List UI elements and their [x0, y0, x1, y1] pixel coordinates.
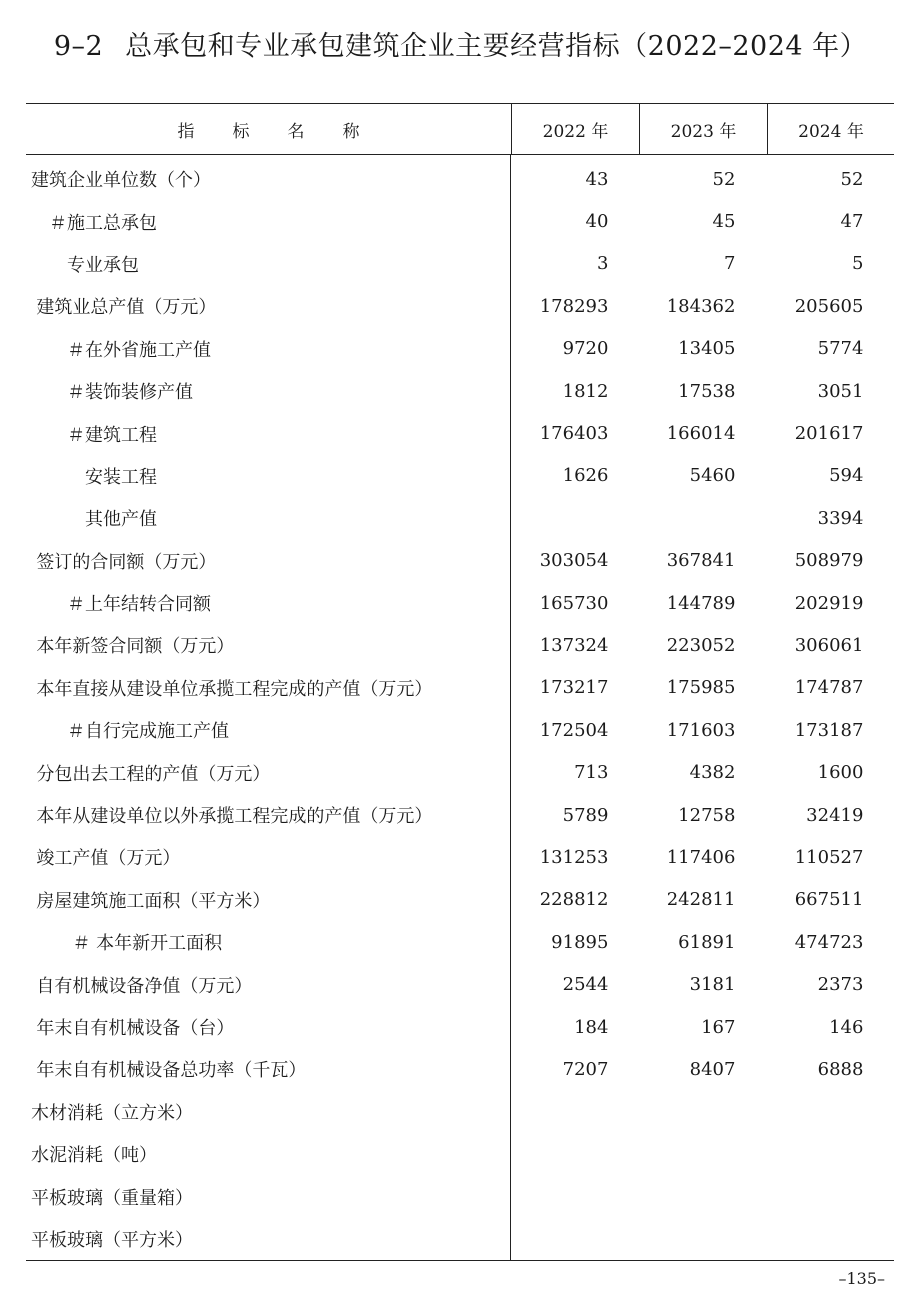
table-row-values: [511, 963, 894, 1005]
table-row-values: [511, 540, 894, 582]
cell-2024: 32419: [806, 804, 864, 826]
header-year-2024: 2024 年: [767, 104, 894, 154]
table-row-name: 其他产值: [85, 509, 157, 531]
cell-2022: 3: [596, 253, 609, 275]
cell-2022: 184: [574, 1016, 609, 1038]
table-row-name: ＃在外省施工产值: [67, 339, 211, 361]
cell-2022: 178293: [539, 295, 609, 317]
table-row-values: [511, 1091, 894, 1133]
indicator-name-column: [26, 155, 510, 1260]
cell-2024: 173187: [794, 719, 864, 741]
table-row-name: 房屋建筑施工面积（平方米）: [36, 890, 271, 912]
table-row-values: [511, 582, 894, 624]
cell-2023: 171603: [666, 719, 736, 741]
cell-2024: 508979: [794, 550, 864, 572]
cell-2023: 5460: [689, 465, 736, 487]
table-row-name: 木材消耗（立方米）: [31, 1102, 193, 1124]
cell-2022: 131253: [539, 846, 609, 868]
cell-2024: 594: [829, 465, 864, 487]
table-row-name: 竣工产值（万元）: [36, 848, 181, 870]
table-row-values: [511, 158, 894, 200]
cell-2024: 5774: [817, 338, 864, 360]
cell-2023: 166014: [666, 423, 736, 445]
cell-2024: 474723: [794, 931, 864, 953]
cell-2022: 40: [585, 211, 609, 233]
table-row-values: [511, 709, 894, 751]
table-row-values: [511, 285, 894, 327]
table-row-name: ＃装饰装修产值: [67, 382, 193, 404]
cell-2024: 174787: [794, 677, 864, 699]
table-row-name: 安装工程: [85, 466, 157, 488]
table-row-name: 自有机械设备净值（万元）: [36, 975, 253, 997]
table-title: 总承包和专业承包建筑企业主要经营指标（2022–2024 年）: [125, 31, 868, 62]
cell-2022: 172504: [539, 719, 609, 741]
cell-2024: 5: [851, 253, 864, 275]
table-header: [26, 104, 894, 155]
table-row-name: 本年从建设单位以外承揽工程完成的产值（万元）: [36, 806, 433, 828]
cell-2023: 7: [723, 253, 736, 275]
cell-2024: 3394: [817, 507, 864, 529]
cell-2023: 17538: [678, 380, 736, 402]
cell-2022: 165730: [539, 592, 609, 614]
cell-2024: 1600: [817, 762, 864, 784]
table-row-values: [511, 200, 894, 242]
cell-2022: 303054: [539, 550, 609, 572]
cell-2023: 144789: [666, 592, 736, 614]
table-row-name: 建筑企业单位数（个）: [31, 170, 211, 192]
cell-2023: 61891: [678, 931, 736, 953]
cell-2024: 667511: [794, 889, 864, 911]
table-row-values: [511, 1175, 894, 1217]
cell-2024: 201617: [794, 423, 864, 445]
values-column: [510, 155, 894, 1260]
cell-2023: 175985: [666, 677, 736, 699]
table-row-values: [511, 751, 894, 793]
table-row-name: 本年直接从建设单位承揽工程完成的产值（万元）: [36, 678, 433, 700]
table-row-name: ＃自行完成施工产值: [67, 721, 229, 743]
cell-2023: 184362: [666, 295, 736, 317]
table-row-name: 分包出去工程的产值（万元）: [36, 763, 271, 785]
cell-2022: 9720: [562, 338, 609, 360]
table-row-name: 年末自有机械设备（台）: [36, 1018, 235, 1039]
cell-2022: 7207: [562, 1058, 609, 1080]
header-indicator-name: 指标名称: [177, 121, 398, 142]
cell-2022: 228812: [539, 889, 609, 911]
cell-2024: 202919: [794, 592, 864, 614]
table-row-name: ＃上年结转合同额: [67, 594, 211, 616]
cell-2024: 146: [829, 1016, 864, 1038]
table-row-values: [511, 1218, 894, 1260]
table-row-name: 建筑业总产值（万元）: [36, 297, 217, 319]
cell-2024: 110527: [794, 846, 864, 868]
cell-2023: 12758: [678, 804, 736, 826]
cell-2022: 2544: [562, 974, 609, 996]
table-row-values: [511, 497, 894, 539]
cell-2024: 47: [840, 211, 864, 233]
cell-2024: 52: [840, 168, 864, 190]
table-row-values: [511, 455, 894, 497]
cell-2024: 2373: [817, 974, 864, 996]
cell-2023: 117406: [666, 846, 736, 868]
table-row-name: ＃建筑工程: [67, 424, 157, 446]
table-row-name: 本年新签合同额（万元）: [36, 636, 235, 658]
cell-2023: 167: [701, 1016, 736, 1038]
table-row-values: [511, 412, 894, 454]
table-row-values: [511, 624, 894, 666]
table-row-values: [511, 243, 894, 285]
table-row-values: [511, 836, 894, 878]
cell-2024: 6888: [817, 1058, 864, 1080]
table-row-values: [511, 921, 894, 963]
cell-2023: 3181: [689, 974, 736, 996]
table-row-name: ＃ 本年新开工面积: [72, 933, 223, 955]
table-row-name: 年末自有机械设备总功率（千瓦）: [36, 1060, 307, 1082]
cell-2023: 8407: [689, 1058, 736, 1080]
cell-2022: 43: [585, 168, 609, 190]
cell-2022: 91895: [551, 931, 609, 953]
table-row-values: [511, 1133, 894, 1175]
table-row-name: 签订的合同额（万元）: [36, 551, 217, 573]
cell-2022: 1812: [562, 380, 609, 402]
table-row-name: 平板玻璃（平方米）: [31, 1229, 193, 1251]
table-row-values: [511, 879, 894, 921]
header-year-2022: 2022 年: [511, 104, 639, 154]
cell-2023: 242811: [666, 889, 736, 911]
cell-2024: 3051: [817, 380, 864, 402]
table-row-name: ＃施工总承包: [49, 212, 157, 234]
table-row-name: 平板玻璃（重量箱）: [31, 1187, 193, 1209]
table-number: 9–2: [53, 31, 104, 62]
page-number: –135–: [838, 1269, 885, 1288]
table-row-values: [511, 1048, 894, 1090]
table-row-values: [511, 794, 894, 836]
cell-2022: 713: [574, 762, 609, 784]
cell-2022: 137324: [539, 634, 609, 656]
table-row-name: 水泥消耗（吨）: [31, 1145, 157, 1167]
cell-2022: 5789: [562, 804, 609, 826]
table-row-values: [511, 667, 894, 709]
table-row-values: [511, 328, 894, 370]
cell-2023: 13405: [678, 338, 736, 360]
page-title: [0, 24, 921, 63]
cell-2024: 205605: [794, 295, 864, 317]
table-body: [26, 155, 894, 1260]
cell-2023: 52: [712, 168, 736, 190]
cell-2023: 223052: [666, 634, 736, 656]
header-year-2023: 2023 年: [639, 104, 767, 154]
table-row-values: [511, 1006, 894, 1048]
cell-2023: 367841: [666, 550, 736, 572]
cell-2022: 173217: [539, 677, 609, 699]
table-row-name: 专业承包: [67, 254, 139, 276]
table-row-values: [511, 370, 894, 412]
cell-2022: 176403: [539, 423, 609, 445]
cell-2022: 1626: [562, 465, 609, 487]
cell-2024: 306061: [794, 634, 864, 656]
cell-2023: 4382: [689, 762, 736, 784]
indicator-table: [26, 103, 894, 1261]
cell-2023: 45: [712, 211, 736, 233]
